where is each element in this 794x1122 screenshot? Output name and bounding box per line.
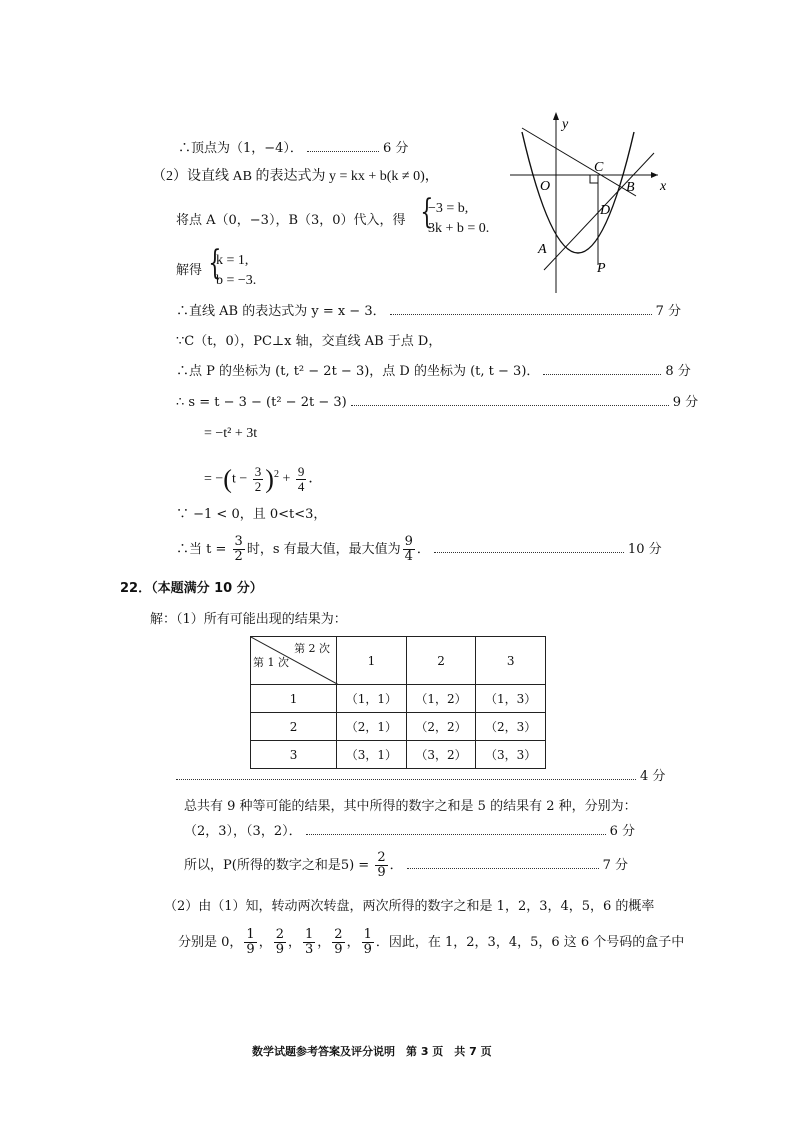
line-ab-row xyxy=(176,303,681,321)
table-cell: （3，3） xyxy=(476,741,546,769)
vertex-score: 6 分 xyxy=(382,141,409,156)
column-header: 2 xyxy=(406,637,476,685)
table-header-top: 第 2 次 xyxy=(294,642,331,655)
system1-eq2: 3k + b = 0. xyxy=(428,221,490,236)
numerator: 1 xyxy=(246,927,255,942)
table-row xyxy=(251,741,546,769)
fraction xyxy=(332,928,344,957)
part2-line1: （2）由（1）知，转动两次转盘，两次所得的数字之和是 1，2，3，4，5，6 的概率 xyxy=(164,899,655,914)
table-corner-cell xyxy=(251,637,337,685)
pairs-score: 6 分 xyxy=(609,824,635,839)
label-c: C xyxy=(594,160,604,175)
when-t-score: 10 分 xyxy=(627,542,662,557)
denominator: 4 xyxy=(404,549,413,564)
label-o: O xyxy=(540,179,551,194)
numerator: 3 xyxy=(254,463,262,479)
line-ab-text: ∴直线 AB 的表达式为 y = x − 3． xyxy=(176,304,386,319)
denominator: 9 xyxy=(246,942,255,957)
numerator: 1 xyxy=(363,927,372,942)
leader xyxy=(307,141,379,152)
s-expr3-term: t − xyxy=(231,471,248,487)
numerator: 9 xyxy=(297,463,305,479)
parabola-graph xyxy=(508,108,678,298)
table-cell: （1，2） xyxy=(406,685,476,713)
s-expr3-plus: + xyxy=(282,471,291,487)
denominator: 3 xyxy=(305,942,314,957)
table-score: 4 分 xyxy=(640,769,666,784)
solve-text: 解得 xyxy=(176,263,203,278)
numerator: 2 xyxy=(334,927,343,942)
fraction-2-9 xyxy=(375,851,387,880)
leader xyxy=(306,824,606,835)
label-b: B xyxy=(626,180,635,195)
part2-tail: ．因此，在 1，2，3，4，5，6 这 6 个号码的盒子中 xyxy=(375,935,685,950)
part2-lead: 分别是 0， xyxy=(178,935,243,950)
column-header: 3 xyxy=(476,637,546,685)
because-neg-text: ∵ −1 < 0，且 0<t<3， xyxy=(176,507,327,522)
paren-right: ) xyxy=(265,464,274,494)
s-expr3: = −(t − $\frac{3}{2}$ )$^2$ + $\frac{9}{4}$ ． xyxy=(204,463,323,494)
fraction xyxy=(362,928,374,957)
s-expr2: = −t² + 3t xyxy=(204,426,258,441)
label-p: P xyxy=(597,261,606,276)
because-c-text: ∵C（t，0），PC⊥x 轴，交直线 AB 于点 D， xyxy=(176,334,442,349)
probability-score: 7 分 xyxy=(602,858,629,873)
total-text: 总共有 9 种等可能的结果，其中所得的数字之和是 5 的结果有 2 种，分别为： xyxy=(184,799,637,814)
leader xyxy=(390,304,652,315)
table-header-left: 第 1 次 xyxy=(253,656,289,669)
substitute-text: 将点 A（0，−3），B（3，0）代入，得 xyxy=(176,213,406,228)
vertex-line xyxy=(178,140,408,158)
denominator: 2 xyxy=(234,549,243,564)
fraction xyxy=(244,928,256,957)
system2-eq2: b = −3. xyxy=(216,273,257,288)
table-row xyxy=(251,713,546,741)
system2-eq1: k = 1, xyxy=(216,253,249,268)
fraction-t xyxy=(233,535,245,564)
exponent-2: 2 xyxy=(273,469,279,480)
denominator: 2 xyxy=(254,478,262,494)
row-label: 3 xyxy=(251,741,337,769)
x-axis-arrow xyxy=(651,172,658,178)
fraction-3-2 xyxy=(253,465,264,494)
point-p-row xyxy=(176,363,691,381)
s-expr-score: 9 分 xyxy=(672,395,699,410)
part2-intro: （2）设直线 AB 的表达式为 y = kx + b(k ≠ 0)， xyxy=(152,169,439,184)
s-expr-text: ∴ s = t − 3 − (t² − 2t − 3) xyxy=(176,395,347,410)
y-axis-arrow xyxy=(553,112,559,120)
probability-row: 所以，P(所得的数字之和是5) = $\frac{2}{9}$ ． 7 分 xyxy=(184,850,629,880)
numerator: 1 xyxy=(305,927,314,942)
paren-left: ( xyxy=(223,464,232,494)
point-p-text: ∴点 P 的坐标为 (t, t² − 2t − 3)，点 D 的坐标为 (t, t − 3)． xyxy=(176,364,540,379)
vertex-text: ∴顶点为（1，−4）． xyxy=(178,141,303,156)
denominator: 9 xyxy=(363,942,372,957)
fraction xyxy=(303,928,315,957)
label-y: y xyxy=(562,117,569,132)
leader xyxy=(543,364,661,375)
fraction-max xyxy=(403,535,415,564)
denominator: 4 xyxy=(297,478,305,494)
table-cell: （1，3） xyxy=(476,685,546,713)
page-footer: 数学试题参考答案及评分说明 第 3 页 共 7 页 xyxy=(252,1045,492,1058)
row-label: 2 xyxy=(251,713,337,741)
right-angle-mark xyxy=(590,175,598,183)
row-label: 1 xyxy=(251,685,337,713)
s-expr3-lead: = − xyxy=(204,471,224,487)
table-cell: （1，1） xyxy=(337,685,407,713)
label-d: D xyxy=(600,203,611,218)
table-row xyxy=(251,685,546,713)
numerator: 2 xyxy=(275,927,284,942)
numerator: 9 xyxy=(404,534,413,549)
pairs-text: （2，3），（3，2）． xyxy=(184,824,302,839)
table-cell: （2，2） xyxy=(406,713,476,741)
probability-text: 所以，P(所得的数字之和是5) = xyxy=(184,858,370,873)
system1-eq1: −3 = b, xyxy=(428,201,469,216)
table-cell: （2，1） xyxy=(337,713,407,741)
table-cell: （2，3） xyxy=(476,713,546,741)
q22-solution-intro: 解：（1）所有可能出现的结果为： xyxy=(150,612,347,627)
table-cell: （3，2） xyxy=(406,741,476,769)
when-t-row: ∴当 t = $\frac{3}{2}$ 时，s 有最大值，最大值为 $\frac{9}{4}$ ． 10 分 xyxy=(176,534,662,564)
denominator: 9 xyxy=(334,942,343,957)
fraction-9-4 xyxy=(296,465,307,494)
point-p-score: 8 分 xyxy=(665,364,691,379)
when-t-lead: ∴当 t = xyxy=(176,542,227,557)
numerator: 2 xyxy=(377,850,386,865)
pairs-row xyxy=(184,823,635,841)
table-score-row xyxy=(176,768,665,786)
brace-1: { xyxy=(420,192,434,232)
leader xyxy=(434,542,624,553)
leader xyxy=(351,395,669,406)
leader xyxy=(407,858,599,869)
label-a: A xyxy=(538,242,547,257)
q22-heading: 22．（本题满分 10 分） xyxy=(120,581,263,596)
table-cell: （3，1） xyxy=(337,741,407,769)
when-t-mid: 时，s 有最大值，最大值为 xyxy=(246,542,401,557)
label-x: x xyxy=(660,179,667,194)
part2-line2: 分别是 0， $\frac{1}{9}$ ， $\frac{2}{9}$ ， $\frac{1}{3}$ ， $\frac{2}{9}$ ， $\frac{1}{9}$ ．因此，在 1，2，3，4，5，6 这 6 个号码的盒子中 xyxy=(178,927,685,957)
fraction xyxy=(274,928,286,957)
numerator: 3 xyxy=(234,534,243,549)
results-table xyxy=(250,636,546,769)
leader xyxy=(176,769,636,780)
column-header: 1 xyxy=(337,637,407,685)
line-ab-score: 7 分 xyxy=(655,304,682,319)
brace-2: { xyxy=(208,243,222,283)
denominator: 9 xyxy=(275,942,284,957)
s-expr-row xyxy=(176,394,698,412)
denominator: 9 xyxy=(377,865,386,880)
